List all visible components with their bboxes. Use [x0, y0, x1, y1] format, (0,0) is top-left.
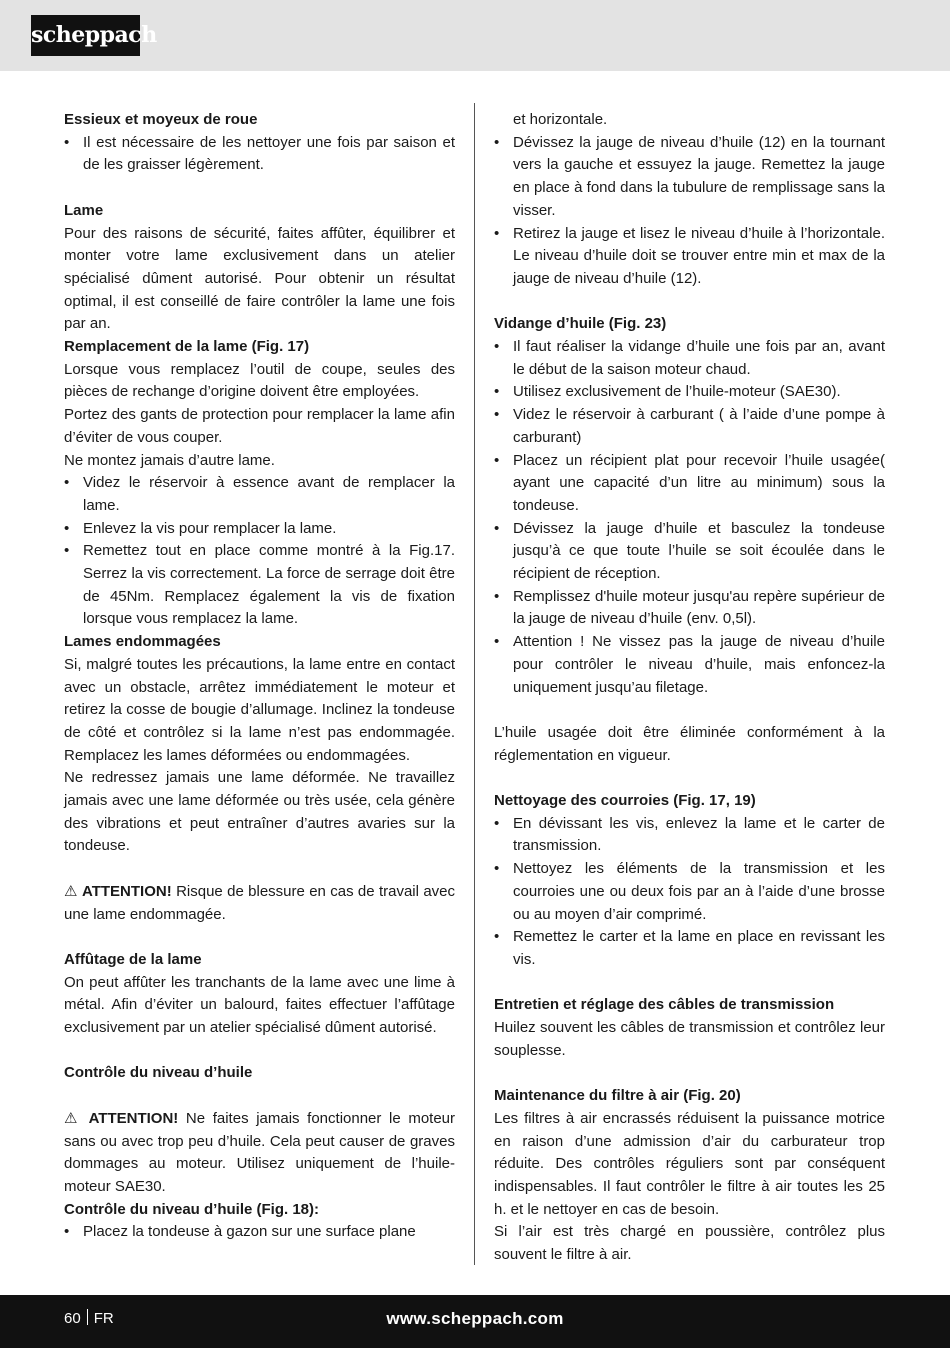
- section-title-belt-cleaning: Nettoyage des courroies (Fig. 17, 19): [494, 792, 756, 810]
- left-column: [64, 109, 455, 1244]
- warning-damaged-blade: [64, 881, 455, 926]
- section-title-oil-change: Vidange d’huile (Fig. 23): [494, 315, 667, 333]
- section-title-air-filter: Maintenance du filtre à air (Fig. 20): [494, 1087, 741, 1105]
- list-item: • Remettez tout en place comme montré à la Fig.17. Serrez la vis correctement. La force de serrage doit être de 45Nm. Remplacez également la vis de fixation lorsque vous remplacez la lame.: [64, 540, 455, 631]
- list-item: • Enlevez la vis pour remplacer la lame.: [64, 518, 455, 541]
- section-title-oil-level-check: Contrôle du niveau d’huile (Fig. 18):: [64, 1200, 320, 1218]
- warning-oil: [64, 1108, 455, 1199]
- section-title-blade: Lame: [64, 201, 104, 219]
- air-filter-paragraph-2: Si l’air est très chargé en poussière, contrôlez plus souvent le filtre à air.: [494, 1223, 885, 1264]
- warning-text: Ne faites jamais fonctionner le moteur sans ou avec trop peu d’huile. Cela peut causer de graves dommages au moteur. Utilisez uniquement de l’huile-moteur SAE30.: [64, 1109, 456, 1195]
- list-item: • Placez la tondeuse à gazon sur une surface plane: [64, 1221, 455, 1244]
- warning-label: ATTENTION!: [88, 1109, 179, 1127]
- scheppach-logo: scheppach: [31, 15, 140, 56]
- warning-text: Risque de blessure en cas de travail avec une lame endommagée.: [64, 882, 456, 923]
- air-filter-paragraph-1: Les filtres à air encrassés réduisent la puissance motrice en raison d’une admission d’air du carburateur trop réduite. Des contrôles réguliers sont par conséquent indispensables. Il faut contrôler le filtre à air toutes les 25 h. et le nettoyer en cas de besoin.: [494, 1109, 885, 1218]
- list-item: • Videz le réservoir à essence avant de remplacer la lame.: [64, 472, 455, 517]
- blade-paragraph: Pour des raisons de sécurité, faites affûter, équilibrer et monter votre lame exclusivement dans un atelier spécialisé dûment autorisé. Pour obtenir un résultat optimal, il est conseillé de faire contrôler la lame une fois par an.: [64, 224, 455, 333]
- list-item: • Utilisez exclusivement de l’huile-moteur (SAE30).: [494, 381, 885, 404]
- list-item: • Remplissez d'huile moteur jusqu'au repère supérieur de la jauge de niveau d’huile (env. 0,5l).: [494, 586, 885, 631]
- website-url: www.scheppach.com: [386, 1309, 564, 1328]
- warning-triangle-icon: ⚠: [64, 1109, 81, 1127]
- sharpening-paragraph: On peut affûter les tranchants de la lame avec une lime à métal. Afin d’éviter un balourd, faites effectuer l’affûtage exclusivement par un atelier spécialisé dûment autorisé.: [64, 973, 455, 1037]
- blade-replacement-list: [64, 472, 455, 631]
- blade-replacement-paragraph-2: Portez des gants de protection pour remplacer la lame afin d’éviter de vous couper.: [64, 406, 455, 446]
- list-item: • Nettoyez les éléments de la transmission et les courroies une ou deux fois par an à l’aide d’une brosse ou au moyen d’air comprimé.: [494, 858, 885, 926]
- warning-label: ATTENTION!: [82, 882, 172, 900]
- language-code: FR: [93, 1310, 114, 1327]
- right-column: [494, 109, 885, 1267]
- footer-bar: [0, 1295, 950, 1348]
- list-item: • Remettez le carter et la lame en place en revissant les vis.: [494, 926, 885, 971]
- oil-level-check-list: [64, 1221, 455, 1244]
- list-item: • Attention ! Ne vissez pas la jauge de niveau d’huile pour contrôler le niveau d’huile, mais enfoncez-la uniquement jusqu’au filetage.: [494, 631, 885, 699]
- section-title-oil-level: Contrôle du niveau d’huile: [64, 1064, 253, 1082]
- section-title-sharpening: Affûtage de la lame: [64, 950, 202, 968]
- warning-triangle-icon: ⚠: [64, 882, 78, 900]
- section-title-damaged-blades: Lames endommagées: [64, 633, 221, 651]
- cables-paragraph: Huilez souvent les câbles de transmission et contrôlez leur souplesse.: [494, 1019, 885, 1059]
- page-number: 60: [64, 1310, 81, 1327]
- list-item: • Dévissez la jauge de niveau d’huile (12) en la tournant vers la gauche et essuyez la jauge. Remettez la jauge en place à fond dans la tubulure de remplissage sans la visser.: [494, 132, 885, 223]
- oil-disposal-paragraph: L’huile usagée doit être éliminée conformément à la réglementation en vigueur.: [494, 723, 885, 764]
- list-item-continuation: et horizontale.: [513, 111, 608, 128]
- oil-level-check-list-continued: [494, 109, 885, 291]
- list-item: • Retirez la jauge et lisez le niveau d’huile à l’horizontale. Le niveau d’huile doit se trouver entre min et max de la jauge de niveau d’huile (12).: [494, 223, 885, 291]
- list-item: • Videz le réservoir à carburant ( à l’aide d’une pompe à carburant): [494, 404, 885, 449]
- list-item: • Il est nécessaire de les nettoyer une fois par saison et de les graisser légèrement.: [64, 132, 455, 177]
- section-title-blade-replacement: Remplacement de la lame (Fig. 17): [64, 338, 310, 356]
- list-item: • En dévissant les vis, enlevez la lame et le carter de transmission.: [494, 813, 885, 858]
- axles-list: [64, 132, 455, 177]
- belt-cleaning-list: [494, 813, 885, 972]
- list-item: • Dévissez la jauge d’huile et basculez la tondeuse jusqu’à ce que toute l’huile se soit écoulée dans le récipient de réception.: [494, 518, 885, 586]
- blade-replacement-paragraph-1: Lorsque vous remplacez l’outil de coupe, seules des pièces de rechange d’origine doivent être employées.: [64, 360, 455, 401]
- list-item: • Placez un récipient plat pour recevoir l’huile usagée( ayant une capacité d’un litre au minimum) sous la tondeuse.: [494, 450, 885, 518]
- damaged-blades-paragraph-1: Si, malgré toutes les précautions, la lame entre en contact avec un obstacle, arrêtez immédiatement le moteur et retirez la cosse de bougie d’allumage. Inclinez la tondeuse de côté et contrôlez si la lame n’est pas endommagée. Remplacez les lames déformées ou endommagées.: [64, 655, 455, 764]
- section-title-cables: Entretien et réglage des câbles de transmission: [494, 996, 835, 1014]
- oil-change-list: [494, 336, 885, 699]
- list-item: • Il faut réaliser la vidange d’huile une fois par an, avant le début de la saison moteur chaud.: [494, 336, 885, 381]
- column-divider: [474, 103, 475, 1265]
- blade-replacement-paragraph-3: Ne montez jamais d’autre lame.: [64, 451, 275, 469]
- section-title-axles: Essieux et moyeux de roue: [64, 111, 258, 128]
- header-bar: [0, 0, 950, 71]
- damaged-blades-paragraph-2: Ne redressez jamais une lame déformée. Ne travaillez jamais avec une lame déformée ou très usée, cela génère des vibrations et peut entraîner d’autres avaries sur la tondeuse.: [64, 769, 455, 855]
